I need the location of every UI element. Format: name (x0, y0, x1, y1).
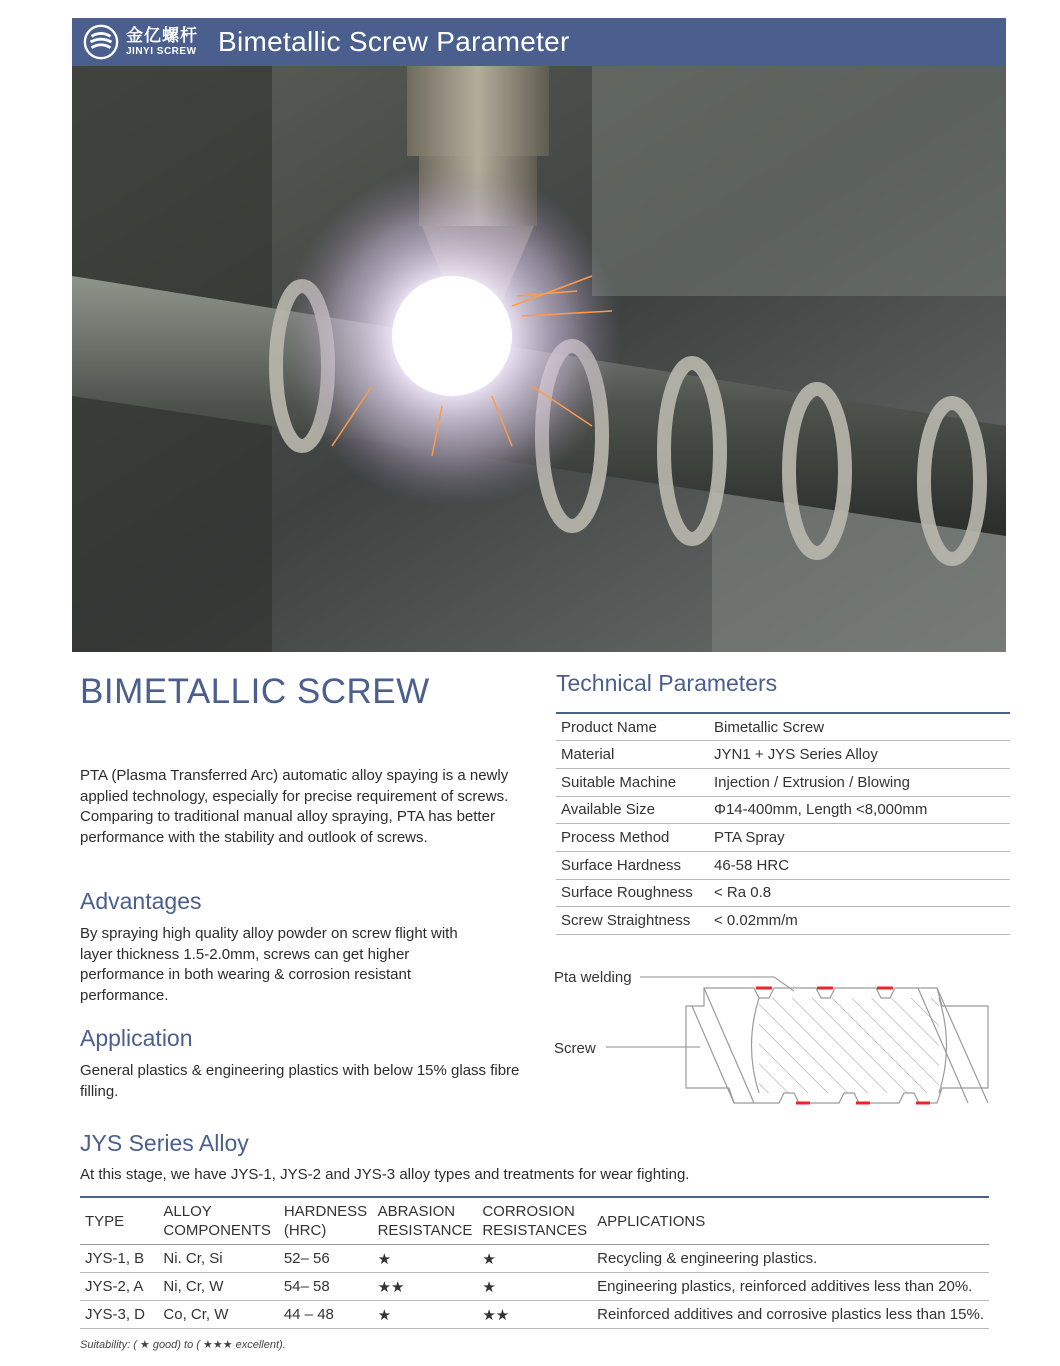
technical-parameters-heading: Technical Parameters (556, 670, 778, 696)
jinyi-logo-icon (82, 23, 120, 61)
param-value: PTA Spray (709, 824, 1010, 852)
application-paragraph: General plastics & engineering plastics with below 15% glass fibre filling. (80, 1062, 520, 1100)
param-key: Surface Roughness (556, 879, 709, 907)
col-abrasion-resistance: ABRASION RESISTANCE (373, 1197, 478, 1245)
advantages-paragraph: By spraying high quality alloy powder on screw flight with layer thickness 1.5-2.0mm, screws can get higher performance in both wearing & corrosion resistant performance. (80, 925, 458, 1004)
table-row (556, 741, 1010, 769)
param-key: Material (556, 741, 709, 769)
table-header-row (80, 1197, 989, 1245)
application-heading: Application (80, 1025, 193, 1051)
cell-corrosion: ★ (477, 1245, 592, 1273)
cell-components: Ni, Cr, W (158, 1273, 278, 1301)
table-row (80, 1273, 989, 1301)
cell-application: Reinforced additives and corrosive plastics less than 15%. (592, 1301, 989, 1329)
col-type: TYPE (80, 1197, 158, 1245)
brand-en: JINYI SCREW (126, 46, 197, 57)
table-row (80, 1245, 989, 1273)
cell-abrasion: ★★ (373, 1273, 478, 1301)
jys-series-heading: JYS Series Alloy (80, 1130, 249, 1156)
param-value: 46-58 HRC (709, 851, 1010, 879)
table-row (80, 1301, 989, 1329)
cell-hardness: 52– 56 (279, 1245, 373, 1273)
cell-type: JYS-2, A (80, 1273, 158, 1301)
param-value: < Ra 0.8 (709, 879, 1010, 907)
pta-welding-photo (72, 66, 1006, 652)
param-key: Surface Hardness (556, 851, 709, 879)
col-hardness: HARDNESS (HRC) (279, 1197, 373, 1245)
cell-application: Engineering plastics, reinforced additives less than 20%. (592, 1273, 989, 1301)
cell-corrosion: ★★ (477, 1301, 592, 1329)
param-key: Available Size (556, 796, 709, 824)
cell-abrasion: ★ (373, 1301, 478, 1329)
jys-alloy-table (80, 1196, 989, 1329)
screw-label: Screw (554, 1040, 596, 1057)
cell-hardness: 54– 58 (279, 1273, 373, 1301)
param-key: Screw Straightness (556, 907, 709, 935)
col-corrosion-resistances: CORROSION RESISTANCES (477, 1197, 592, 1245)
brand-text (126, 27, 198, 57)
cell-type: JYS-3, D (80, 1301, 158, 1329)
jys-series-subtitle: At this stage, we have JYS-1, JYS-2 and JYS-3 alloy types and treatments for wear fighting. (80, 1166, 690, 1183)
intro-paragraph: PTA (Plasma Transferred Arc) automatic alloy spaying is a newly applied technology, especially for precise requirement of screws. Comparing to traditional manual alloy spraying, PTA has better performance with the stability and outlook of screws. (80, 767, 509, 846)
col-applications: APPLICATIONS (592, 1197, 989, 1245)
brand-logo (82, 23, 198, 61)
advantages-heading: Advantages (80, 888, 202, 914)
cell-corrosion: ★ (477, 1273, 592, 1301)
col-alloy-components: ALLOY COMPONENTS (158, 1197, 278, 1245)
table-row (556, 879, 1010, 907)
table-row (556, 824, 1010, 852)
param-value: < 0.02mm/m (709, 907, 1010, 935)
bimetallic-screw-title: BIMETALLIC SCREW (80, 672, 430, 711)
table-row (556, 796, 1010, 824)
table-row (556, 907, 1010, 935)
param-key: Process Method (556, 824, 709, 852)
cell-abrasion: ★ (373, 1245, 478, 1273)
cell-application: Recycling & engineering plastics. (592, 1245, 989, 1273)
header-band (72, 18, 1006, 66)
pta-welding-label: Pta welding (554, 969, 632, 986)
param-value: JYN1 + JYS Series Alloy (709, 741, 1010, 769)
param-value: Bimetallic Screw (709, 713, 1010, 741)
table-row (556, 851, 1010, 879)
table-row (556, 768, 1010, 796)
param-key: Product Name (556, 713, 709, 741)
param-value: Injection / Extrusion / Blowing (709, 768, 1010, 796)
param-key: Suitable Machine (556, 768, 709, 796)
cell-type: JYS-1, B (80, 1245, 158, 1273)
cell-components: Co, Cr, W (158, 1301, 278, 1329)
param-value: Φ14-400mm, Length <8,000mm (709, 796, 1010, 824)
cell-hardness: 44 – 48 (279, 1301, 373, 1329)
page-title: Bimetallic Screw Parameter (218, 26, 570, 57)
brand-cn: 金亿螺杆 (126, 26, 198, 45)
cell-components: Ni. Cr, Si (158, 1245, 278, 1273)
technical-parameters-table (556, 712, 1010, 935)
suitability-note: Suitability: ( ★ good) to ( ★★★ excellent). (80, 1339, 286, 1351)
screw-diagram (554, 958, 1004, 1118)
table-row (556, 713, 1010, 741)
